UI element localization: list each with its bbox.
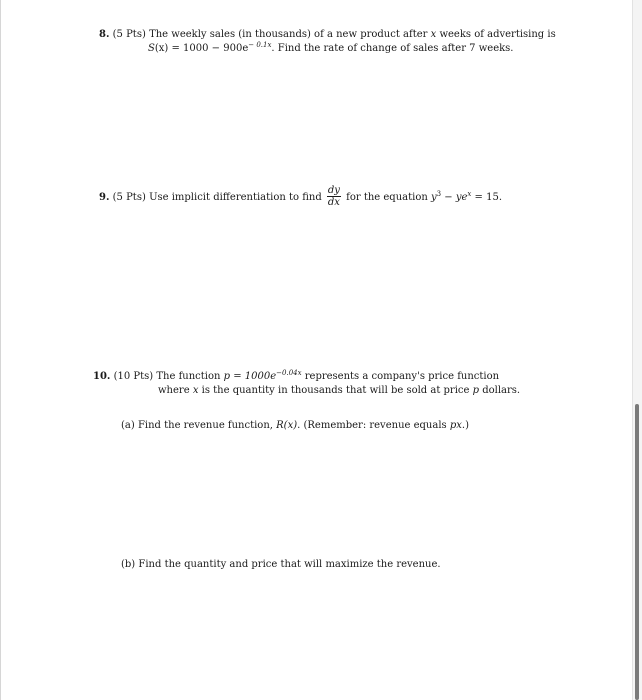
problem-8-formula-s: S [148, 43, 155, 54]
fraction-numerator: dy [327, 185, 340, 196]
problem-9-eq-tail: = 15. [471, 192, 503, 203]
problem-8-line-1 [99, 29, 556, 41]
problem-9-derivative-fraction [327, 185, 341, 208]
problem-9-eq-e-exponent: x [467, 190, 472, 198]
problem-8-line-2-tail: . Find the rate of change of sales after 7 weeks. [271, 43, 514, 54]
problem-8-formula-rhs: = 1000 − 900e [171, 43, 249, 54]
problem-10-line-2-mid: is the quantity in thousands that will be sold at price [201, 385, 470, 396]
scrollbar-thumb[interactable] [635, 404, 639, 700]
problem-9-points: (5 Pts) [112, 192, 146, 203]
problem-9-eq-y-exponent: 3 [436, 190, 442, 198]
problem-10-line-1 [93, 371, 499, 383]
problem-8-points: (5 Pts) [112, 29, 146, 40]
problem-10-points: (10 Pts) [113, 371, 154, 382]
part-a-text: Find the revenue function, [137, 420, 273, 431]
problem-10-func-exponent: −0.04x [276, 369, 302, 377]
part-a-tail: . (Remember: revenue equals [297, 420, 447, 431]
problem-9-text: Use implicit differentiation to find [149, 192, 322, 203]
part-a-label: (a) [121, 420, 135, 431]
part-b-text: Find the quantity and price that will maximize the revenue. [138, 559, 441, 570]
page-left-edge [0, 0, 1, 700]
problem-10-part-a [121, 420, 469, 432]
part-a-func: R(x) [276, 420, 298, 431]
problem-8-formula-arg: (x) [154, 43, 169, 54]
problem-8-number: 8. [99, 29, 110, 40]
problem-8-text-tail: weeks of advertising is [439, 29, 556, 40]
problem-9-text-after: for the equation [346, 192, 428, 203]
problem-10-line-2-x: x [192, 385, 199, 396]
part-a-px: px [449, 420, 462, 431]
problem-9-number: 9. [99, 192, 110, 203]
part-b-label: (b) [121, 559, 136, 570]
problem-10-line-2-p: p [472, 385, 480, 396]
problem-10-line-2 [158, 385, 520, 397]
problem-10-text: The function [156, 371, 221, 382]
problem-9-eq-mid: − ye [441, 192, 468, 203]
problem-8-text: The weekly sales (in thousands) of a new product after [149, 29, 428, 40]
problem-8-formula-exponent: − 0.1x [248, 41, 272, 49]
problem-8-var-x: x [430, 29, 437, 40]
problem-10-text-tail: represents a company's price function [304, 371, 500, 382]
problem-9-eq-y: y [430, 192, 437, 203]
problem-8-line-2 [148, 43, 513, 55]
fraction-denominator: dx [327, 197, 340, 208]
problem-10-func-lhs: p = 1000e [223, 371, 277, 382]
problem-10-line-2-pre: where [158, 385, 190, 396]
problem-10-number: 10. [93, 371, 111, 382]
problem-10-line-2-tail: dollars. [482, 385, 521, 396]
part-a-close: .) [461, 420, 469, 431]
problem-9-line [99, 186, 502, 209]
problem-10-part-b [121, 559, 441, 571]
